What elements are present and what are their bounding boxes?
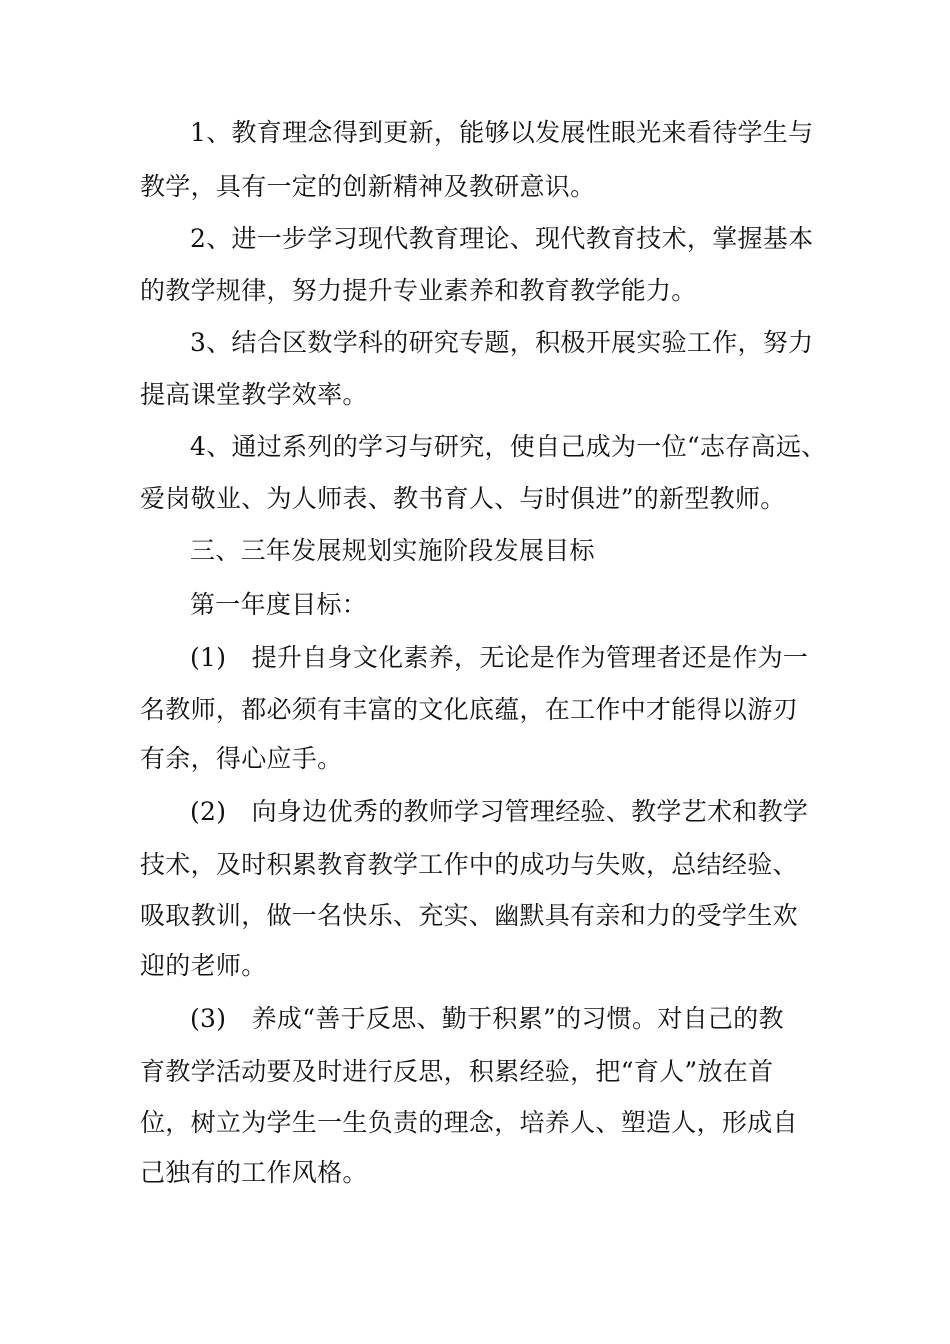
- goal-2-line-1: 2、进一步学习现代教育理论、现代教育技术，掌握基本: [190, 224, 814, 253]
- item-2-line-3: 吸取教训，做一名快乐、充实、幽默具有亲和力的受学生欢: [140, 901, 798, 930]
- item-2-line-4: 迎的老师。: [140, 951, 267, 980]
- item-3-line-3: 位，树立为学生一生负责的理念，培养人、塑造人，形成自: [140, 1108, 798, 1137]
- item-1-line-2: 名教师，都必须有丰富的文化底蕴，在工作中才能得以游刃: [140, 695, 798, 724]
- goal-1-line-1: 1、教育理念得到更新，能够以发展性眼光来看待学生与: [190, 118, 814, 147]
- item-2-line-2: 技术，及时积累教育教学工作中的成功与失败，总结经验、: [140, 850, 798, 879]
- goal-2-line-2: 的教学规律，努力提升专业素养和教育教学能力。: [140, 276, 697, 305]
- section-heading: 三、三年发展规划实施阶段发展目标: [190, 536, 595, 565]
- item-1-line-3: 有余，得心应手。: [140, 744, 343, 773]
- item-2-line-1: (2) 向身边优秀的教师学习管理经验、教学艺术和教学: [190, 797, 809, 826]
- goal-3-line-2: 提高课堂教学效率。: [140, 380, 368, 409]
- item-3-line-4: 己独有的工作风格。: [140, 1158, 368, 1187]
- item-3-line-2: 育教学活动要及时进行反思，积累经验，把“育人”放在首: [140, 1057, 774, 1086]
- goal-1-line-2: 教学，具有一定的创新精神及教研意识。: [140, 172, 596, 201]
- item-3-line-1: (3) 养成“善于反思、勤于积累”的习惯。对自己的教: [190, 1004, 784, 1033]
- item-1-line-1: (1) 提升自身文化素养，无论是作为管理者还是作为一: [190, 643, 809, 672]
- goal-4-line-1: 4、通过系列的学习与研究，使自己成为一位“志存高远、: [190, 432, 827, 461]
- goal-3-line-1: 3、结合区数学科的研究专题，积极开展实验工作，努力: [190, 328, 814, 357]
- subheading-year-1: 第一年度目标：: [190, 590, 368, 619]
- goal-4-line-2: 爱岗敬业、为人师表、教书育人、与时俱进”的新型教师。: [140, 484, 786, 513]
